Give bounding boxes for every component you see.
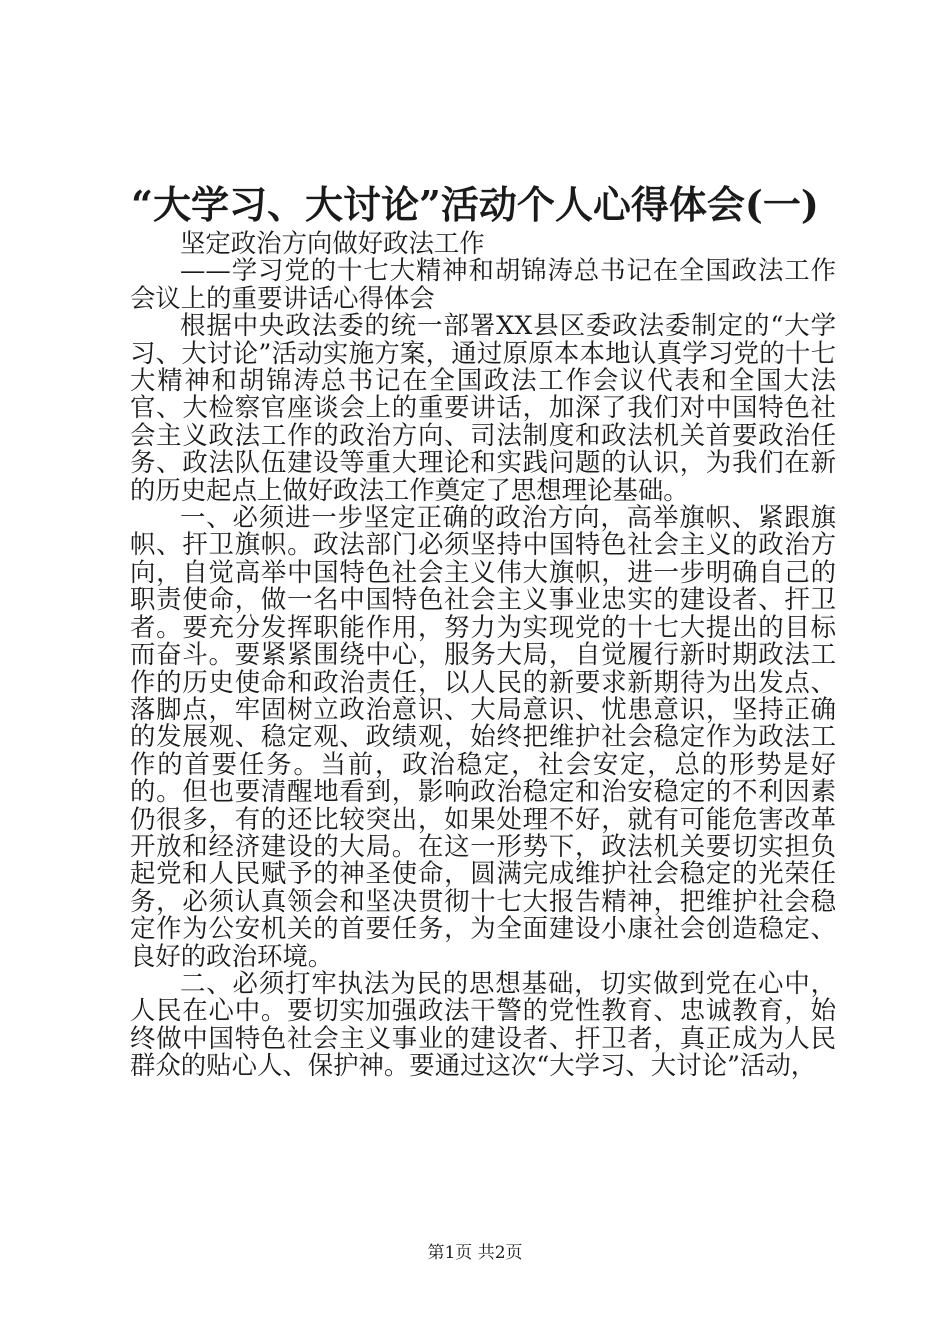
document-title: “大学习、大讨论”活动个人心得体会(一) (131, 182, 819, 227)
section-one-paragraph: 一、必须进一步坚定正确的政治方向，高举旗帜、紧跟旗帜、扞卫旗帜。政法部门必须坚持中国特色社会主义的政治方向，自觉高举中国特色社会主义伟大旗帜，进一步明确自己的职责使命，做一名中国特色社会主义事业忠实的建设者、扞卫者。要充分发挥职能作用，努力为实现党的十七大提出的目标而奋斗。要紧紧围绕中心，服务大局，自觉履行新时期政法工作的历史使命和政治责任，以人民的新要求新期待为出发点、落脚点，牢固树立政治意识、大局意识、忧患意识，坚持正确的发展观、稳定观、政绩观，始终把维护社会稳定作为政法工作的首要任务。当前，政治稳定，社会安定，总的形势是好的。但也要清醒地看到，影响政治稳定和治安稳定的不利因素仍很多，有的还比较突出，如果处理不好，就有可能危害改革开放和经济建设的大局。在这一形势下，政法机关要切实担负起党和人民赋予的神圣使命，圆满完成维护社会稳定的光荣任务，必须认真领会和坚决贯彻十七大报告精神，把维护社会稳定作为公安机关的首要任务，为全面建设小康社会创造稳定、良好的政治环境。 (130, 502, 836, 971)
subtitle-paragraph: 坚定政治方向做好政法工作 (180, 228, 485, 258)
page-footer: 第1页 共2页 (427, 1243, 523, 1263)
document-body (130, 230, 836, 1080)
subheading-paragraph: ——学习党的十七大精神和胡锦涛总书记在全国政法工作会议上的重要讲话心得体会 (130, 255, 836, 313)
section-two-paragraph: 二、必须打牢执法为民的思想基础，切实做到党在心中，人民在心中。要切实加强政法干警的党性教育、忠诚教育，始终做中国特色社会主义事业的建设者、扞卫者，真正成为人民群众的贴心人、保护神。要通过这次“大学习、大讨论”活动， (130, 967, 836, 1081)
intro-paragraph: 根据中央政法委的统一部署XX县区委政法委制定的“大学习、大讨论”活动实施方案，通过原原本本地认真学习党的十七大精神和胡锦涛总书记在全国政法工作会议代表和全国大法官、大检察官座谈会上的重要讲话，加深了我们对中国特色社会主义政法工作的政治方向、司法制度和政法机关首要政治任务、政法队伍建设等重大理论和实践问题的认识，为我们在新的历史起点上做好政法工作奠定了思想理论基础。 (130, 310, 836, 505)
